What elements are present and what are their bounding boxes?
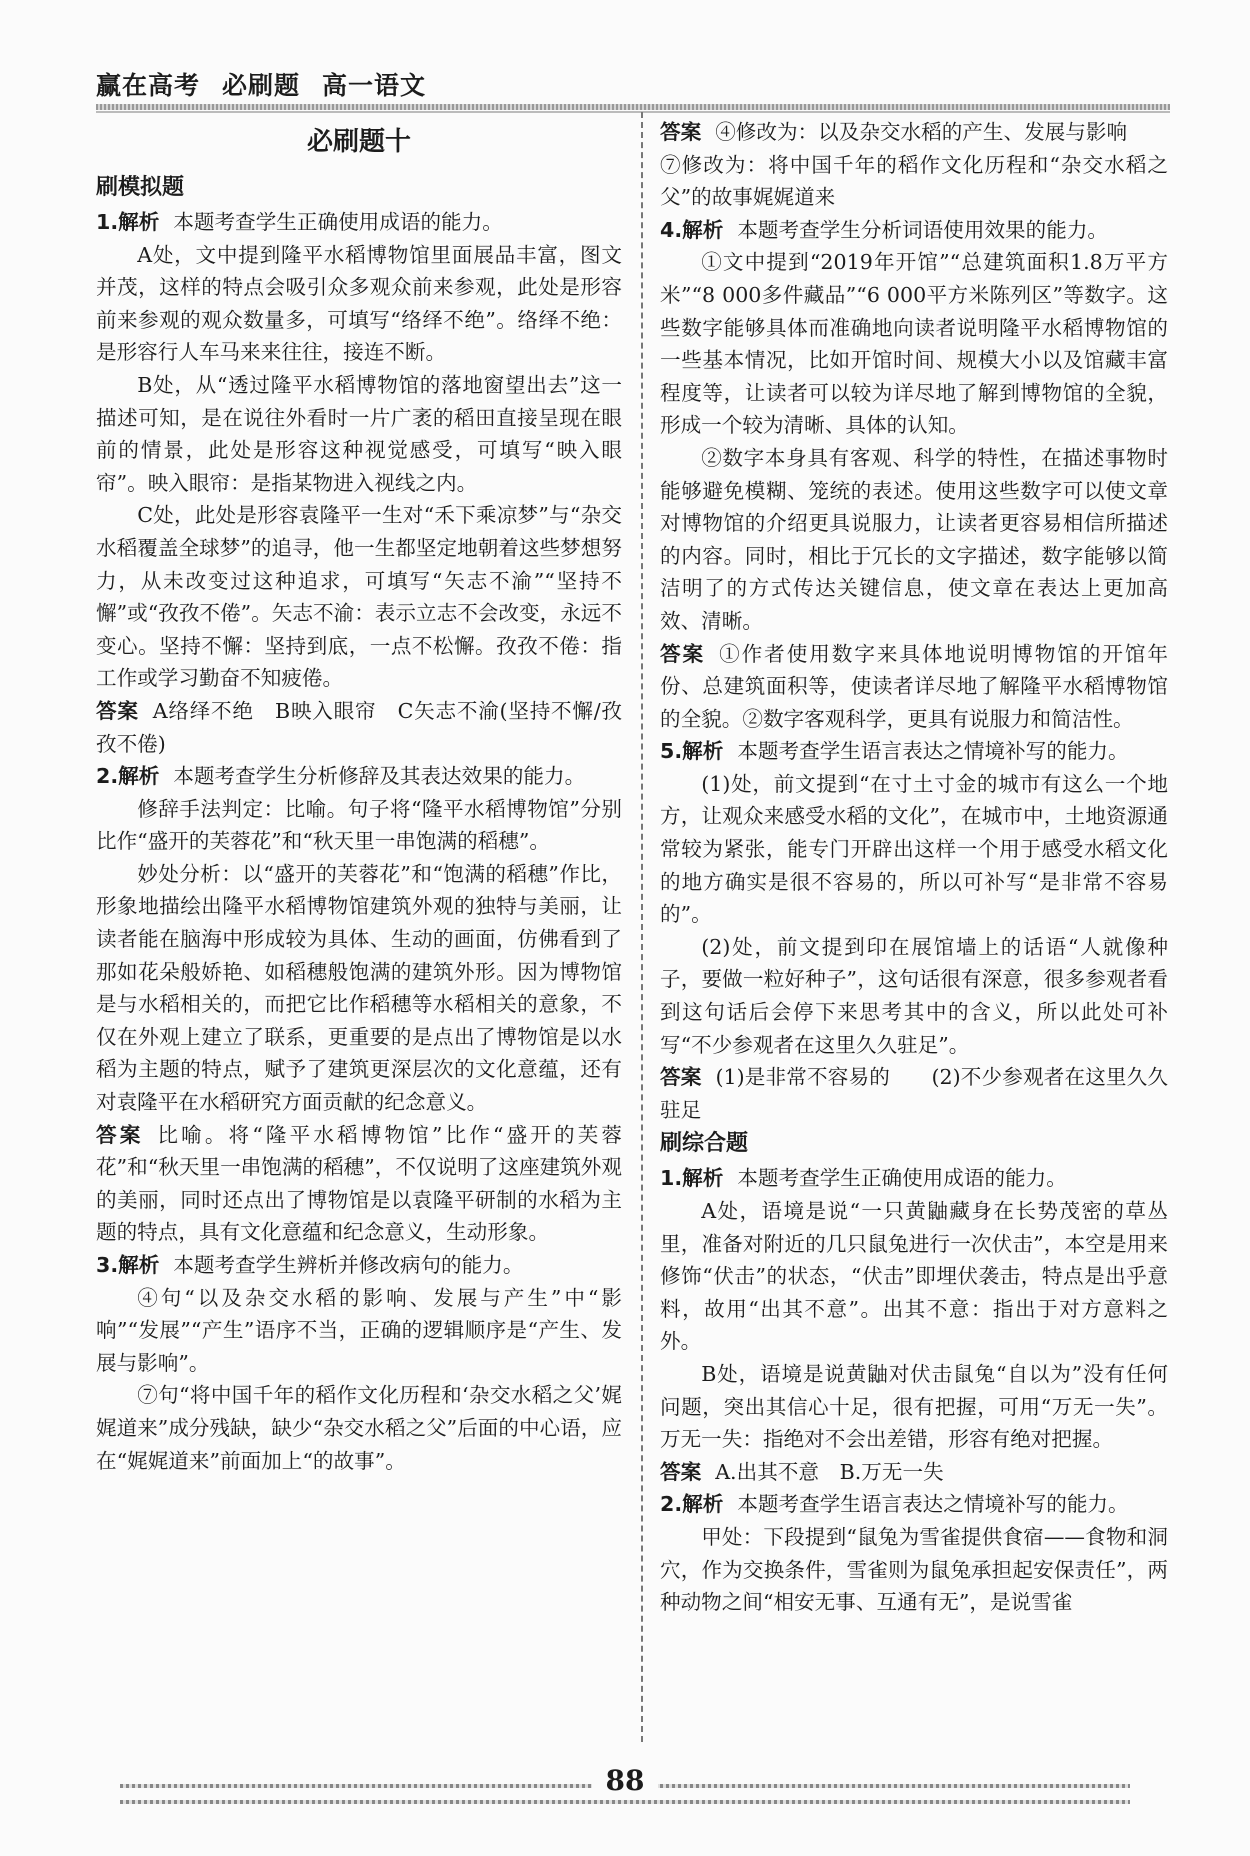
paragraph: 修辞手法判定：比喻。句子将“隆平水稻博物馆”分别比作“盛开的芙蓉花”和“秋天里一串饱满的稻穗”。 — [96, 796, 622, 854]
question-z1-intro: 1.解析 本题考查学生正确使用成语的能力。 — [660, 1166, 1067, 1191]
paragraph: B处，从“透过隆平水稻博物馆的落地窗望出去”这一描述可知，是在说往外看时一片广袤的稻田直接呈现在眼前的情景，此处是形容这种视觉感受，可填写“映入眼帘”。映入眼帘：是指某物进入视线之内。 — [96, 372, 622, 495]
header-rule — [96, 104, 1170, 110]
answer: 答案 A络绎不绝 B映入眼帘 C矢志不渝(坚持不懈/孜孜不倦) — [96, 698, 623, 756]
section-heading: 刷模拟题 — [96, 175, 185, 200]
header-rule-thin — [96, 111, 1170, 113]
subject-title: 高一语文 — [322, 71, 427, 100]
running-header — [96, 66, 448, 102]
page-number: 88 — [0, 1764, 1250, 1797]
footer-rule-lower — [120, 1800, 1130, 1804]
paragraph: A处，语境是说“一只黄鼬藏身在长势茂密的草丛里，准备对附近的几只鼠兔进行一次伏击”，本空是用来修饰“伏击”的状态，“伏击”即埋伏袭击，特点是出乎意料，故用“出其不意”。出其不意：指出于对方意料之外。 — [660, 1199, 1168, 1354]
right-column — [660, 116, 1168, 1619]
answer: 答案 (1)是非常不容易的 (2)不少参观者在这里久久驻足 — [660, 1065, 1169, 1122]
book-title: 赢在高考 — [96, 71, 201, 100]
answer-line: ⑦修改为：将中国千年的稻作文化历程和“杂交水稻之父”的故事娓娓道来 — [660, 152, 1168, 210]
paragraph: A处，文中提到隆平水稻博物馆里面展品丰富，图文并茂，这样的特点会吸引众多观众前来参观，此处是形容前来参观的观众数量多，可填写“络绎不绝”。络绎不绝：是形容行人车马来来往往，接连不断。 — [96, 242, 622, 365]
paragraph: ①文中提到“2019年开馆”“总建筑面积1.8万平方米”“8 000多件藏品”“6 000平方米陈列区”等数字。这些数字能够具体而准确地向读者说明隆平水稻博物馆的一些基本情况，比如开馆时间、规模大小以及馆藏丰富程度等，让读者可以较为详尽地了解到博物馆的全貌，形成一个较为清晰、具体的认知。 — [660, 250, 1168, 438]
answer: 答案 ①作者使用数字来具体地说明博物馆的开馆年份、总建筑面积等，使读者详尽地了解隆平水稻博物馆的全貌。②数字客观科学，更具有说服力和简洁性。 — [660, 641, 1169, 731]
answer: 答案 比喻。将“隆平水稻博物馆”比作“盛开的芙蓉花”和“秋天里一串饱满的稻穗”，不仅说明了这座建筑外观的美丽，同时还点出了博物馆是以袁隆平研制的水稻为主题的特点，具有文化意蕴和纪念意义，生动形象。 — [96, 1122, 622, 1245]
question-5-intro: 5.解析 本题考查学生语言表达之情境补写的能力。 — [660, 739, 1129, 764]
left-column — [96, 116, 622, 1477]
question-2-intro: 2.解析 本题考查学生分析修辞及其表达效果的能力。 — [96, 764, 586, 789]
section-heading: 刷综合题 — [660, 1131, 749, 1157]
paragraph: 甲处：下段提到“鼠兔为雪雀提供食宿——食物和洞穴，作为交换条件，雪雀则为鼠兔承担起安保责任”，两种动物之间“相安无事、互通有无”，是说雪雀 — [660, 1524, 1168, 1615]
answer: 答案 ④修改为：以及杂交水稻的产生、发展与影响 — [660, 120, 1128, 144]
question-3-intro: 3.解析 本题考查学生辨析并修改病句的能力。 — [96, 1253, 524, 1277]
question-1-intro: 1.解析 本题考查学生正确使用成语的能力。 — [96, 210, 503, 234]
paragraph: ⑦句“将中国千年的稻作文化历程和‘杂交水稻之父’娓娓道来”成分残缺，缺少“杂交水稻之父”后面的中心语，应在“娓娓道来”前面加上“的故事”。 — [96, 1383, 622, 1473]
paragraph: ④句“以及杂交水稻的影响、发展与产生”中“影响”“发展”“产生”语序不当，正确的逻辑顺序是“产生、发展与影响”。 — [96, 1285, 622, 1375]
paragraph: 妙处分析：以“盛开的芙蓉花”和“饱满的稻穗”作比，形象地描绘出隆平水稻博物馆建筑外观的独特与美丽，让读者能在脑海中形成较为具体、生动的画面，仿佛看到了那如花朵般娇艳、如稻穗般饱满的建筑外形。因为博物馆是与水稻相关的，而把它比作稻穗等水稻相关的意象，不仅在外观上建立了联系，更重要的是点出了博物馆是以水稻为主题的特点，赋予了建筑更深层次的文化意蕴，还有对袁隆平在水稻研究方面贡献的纪念意义。 — [96, 861, 622, 1115]
series-title: 必刷题 — [222, 71, 301, 100]
answer: 答案 A.出其不意 B.万无一失 — [660, 1459, 944, 1484]
paragraph: B处，语境是说黄鼬对伏击鼠兔“自以为”没有任何问题，突出其信心十足，很有把握，可用“万无一失”。万无一失：指绝对不会出差错，形容有绝对把握。 — [660, 1361, 1168, 1452]
page-title: 必刷题十 — [306, 127, 411, 157]
paragraph: ②数字本身具有客观、科学的特性，在描述事物时能够避免模糊、笼统的表述。使用这些数字可以使文章对博物馆的介绍更具说服力，让读者更容易相信所描述的内容。同时，相比于冗长的文字描述，数字能够以简洁明了的方式传达关键信息，使文章在表达上更加高效、清晰。 — [660, 445, 1168, 633]
paragraph: (2)处，前文提到印在展馆墙上的话语“人就像种子，要做一粒好种子”，这句话很有深意，很多参观者看到这句话后会停下来思考其中的含义，所以此处可补写“不少参观者在这里久久驻足”。 — [660, 934, 1168, 1057]
paragraph: (1)处，前文提到“在寸土寸金的城市有这么一个地方，让观众来感受水稻的文化”，在城市中，土地资源通常较为紧张，能专门开辟出这样一个用于感受水稻文化的地方确实是很不容易的，所以可补写“是非常不容易的”。 — [660, 771, 1168, 927]
paragraph: C处，此处是形容袁隆平一生对“禾下乘凉梦”与“杂交水稻覆盖全球梦”的追寻，他一生都坚定地朝着这些梦想努力，从未改变过这种追求，可填写“矢志不渝”“坚持不懈”或“孜孜不倦”。矢志不渝：表示立志不会改变，永远不变心。坚持不懈：坚持到底，一点不松懈。孜孜不倦：指工作或学习勤奋不知疲倦。 — [96, 503, 622, 691]
question-4-intro: 4.解析 本题考查学生分析词语使用效果的能力。 — [660, 217, 1109, 242]
question-z2-intro: 2.解析 本题考查学生语言表达之情境补写的能力。 — [660, 1492, 1129, 1517]
column-divider — [641, 112, 643, 1742]
